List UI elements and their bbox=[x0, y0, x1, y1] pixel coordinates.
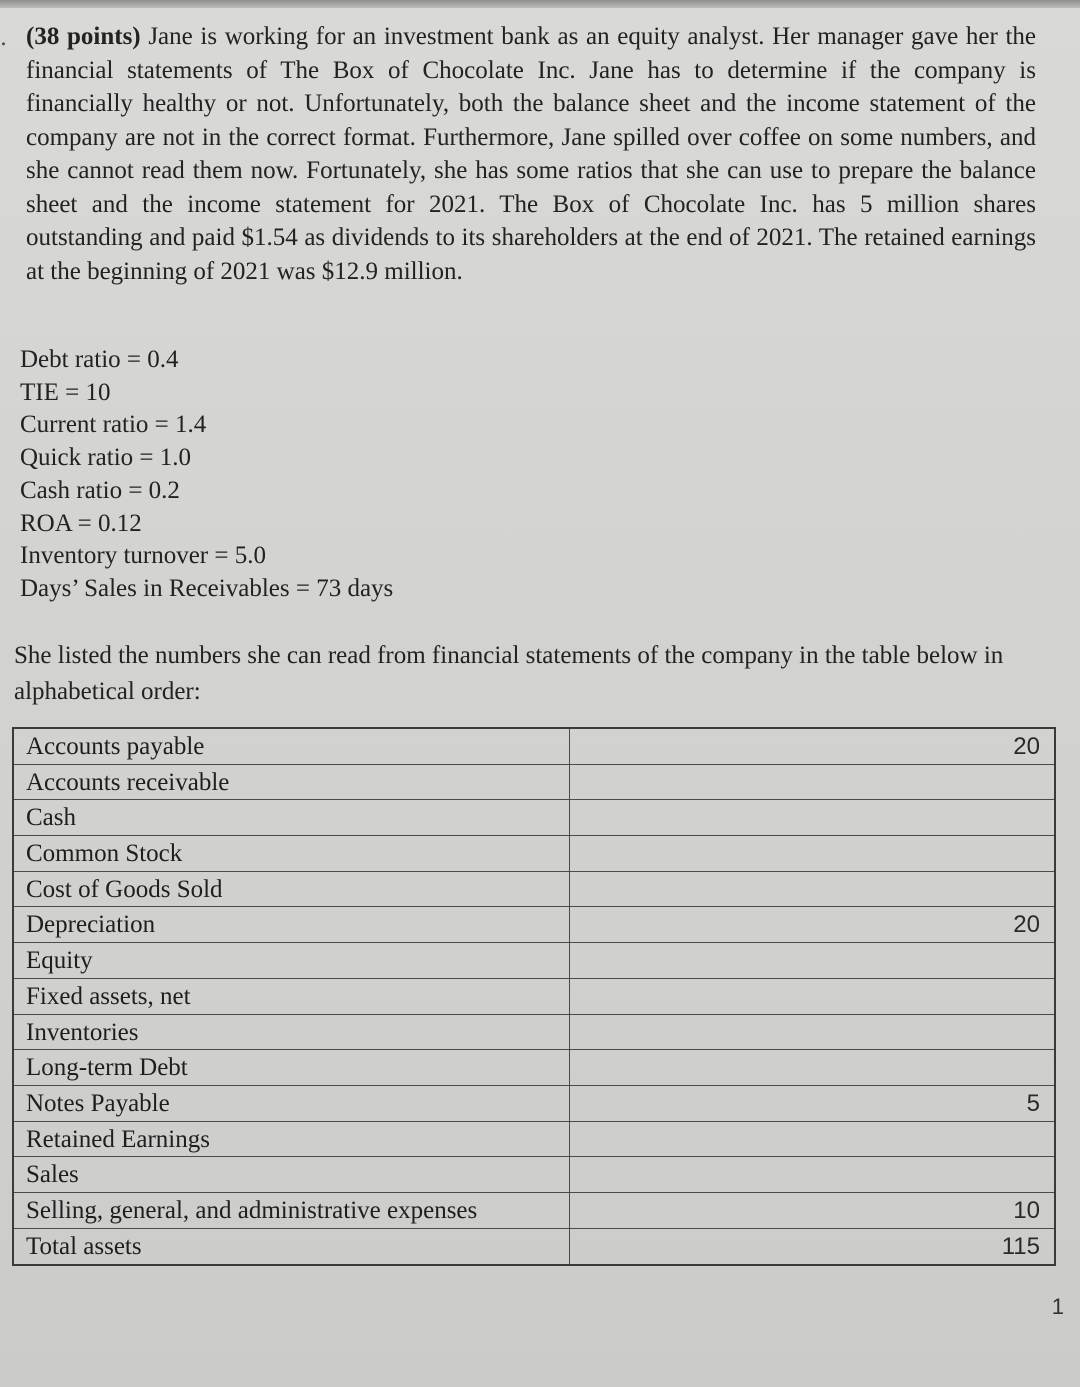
row-value bbox=[570, 800, 1054, 835]
table-row bbox=[14, 907, 1054, 943]
points-label: (38 points) bbox=[26, 23, 141, 50]
row-value bbox=[570, 1157, 1054, 1192]
row-value: 20 bbox=[1013, 911, 1040, 939]
row-value: 20 bbox=[1013, 733, 1040, 760]
row-label: Accounts payable bbox=[14, 729, 570, 764]
row-label: Inventories bbox=[14, 1015, 570, 1050]
row-value: 115 bbox=[1001, 1232, 1040, 1260]
row-label: Cost of Goods Sold bbox=[14, 872, 570, 907]
row-value bbox=[570, 1122, 1054, 1157]
table-row bbox=[14, 872, 1054, 908]
row-label: Fixed assets, net bbox=[14, 979, 570, 1014]
table-row bbox=[14, 729, 1054, 765]
row-label: Sales bbox=[14, 1157, 570, 1192]
row-label: Selling, general, and administrative expenses bbox=[14, 1193, 570, 1228]
problem-statement bbox=[26, 20, 1036, 288]
row-label: Retained Earnings bbox=[14, 1122, 570, 1157]
row-label: Long-term Debt bbox=[14, 1050, 570, 1085]
row-value bbox=[570, 1015, 1054, 1050]
table-row bbox=[14, 1157, 1054, 1193]
table-row bbox=[14, 1050, 1054, 1086]
ratio-quick: Quick ratio = 1.0 bbox=[20, 444, 192, 472]
table-row bbox=[14, 943, 1054, 979]
ratio-current: Current ratio = 1.4 bbox=[20, 411, 207, 439]
table-row bbox=[14, 1122, 1054, 1158]
row-label: Equity bbox=[14, 943, 570, 978]
page-number: 1 bbox=[1051, 1294, 1064, 1319]
row-value: 5 bbox=[1026, 1089, 1040, 1117]
financial-items-table bbox=[12, 727, 1056, 1266]
problem-text: Jane is working for an investment bank as an equity analyst. Her manager gave her the financial statements of The Box of Chocolate Inc. Jane has to determine if the company is financially healthy or not. Unfortunately, both the balance sheet and the income statement of the company are not in the correct format. Furthermore, Jane spilled over coffee on some numbers, and she cannot read them now. Fortunately, she has some ratios that she can use to prepare the balance sheet and the income statement for 2021. The Box of Chocolate Inc. has 5 million shares outstanding and paid $1.54 as dividends to its shareholders at the end of 2021. The retained earnings at the beginning of 2021 was $12.9 million. bbox=[26, 23, 1036, 285]
table-row bbox=[14, 1015, 1054, 1051]
row-label: Common Stock bbox=[14, 836, 570, 871]
question-marker: . bbox=[0, 26, 7, 51]
page-top-edge bbox=[0, 0, 1080, 8]
table-row bbox=[14, 1086, 1054, 1122]
row-label: Notes Payable bbox=[14, 1086, 570, 1121]
ratio-roa: ROA = 0.12 bbox=[20, 509, 142, 537]
table-row bbox=[14, 765, 1054, 801]
row-value: 10 bbox=[1013, 1196, 1040, 1224]
row-label: Depreciation bbox=[14, 907, 570, 942]
ratio-debt: Debt ratio = 0.4 bbox=[20, 346, 179, 373]
row-value bbox=[570, 943, 1054, 978]
ratio-list bbox=[20, 344, 393, 606]
table-row bbox=[14, 836, 1054, 872]
ratio-cash: Cash ratio = 0.2 bbox=[20, 476, 180, 504]
row-value bbox=[570, 836, 1054, 871]
row-label: Cash bbox=[14, 800, 570, 835]
ratio-tie: TIE = 10 bbox=[20, 378, 111, 406]
table-row bbox=[14, 1193, 1054, 1229]
ratio-days-sales-receivables: Days’ Sales in Receivables = 73 days bbox=[20, 574, 394, 602]
row-value bbox=[570, 979, 1054, 1014]
table-row bbox=[14, 800, 1054, 836]
row-value bbox=[570, 872, 1054, 907]
row-value bbox=[570, 765, 1054, 800]
row-label: Accounts receivable bbox=[14, 765, 570, 800]
table-row bbox=[14, 979, 1054, 1015]
table-row bbox=[14, 1229, 1054, 1265]
table-intro-text: She listed the numbers she can read from financial statements of the company in the table below in alphabetical order: bbox=[14, 642, 1004, 705]
row-label: Total assets bbox=[14, 1229, 570, 1265]
ratio-inventory-turnover: Inventory turnover = 5.0 bbox=[20, 542, 266, 570]
row-value bbox=[570, 1050, 1054, 1085]
